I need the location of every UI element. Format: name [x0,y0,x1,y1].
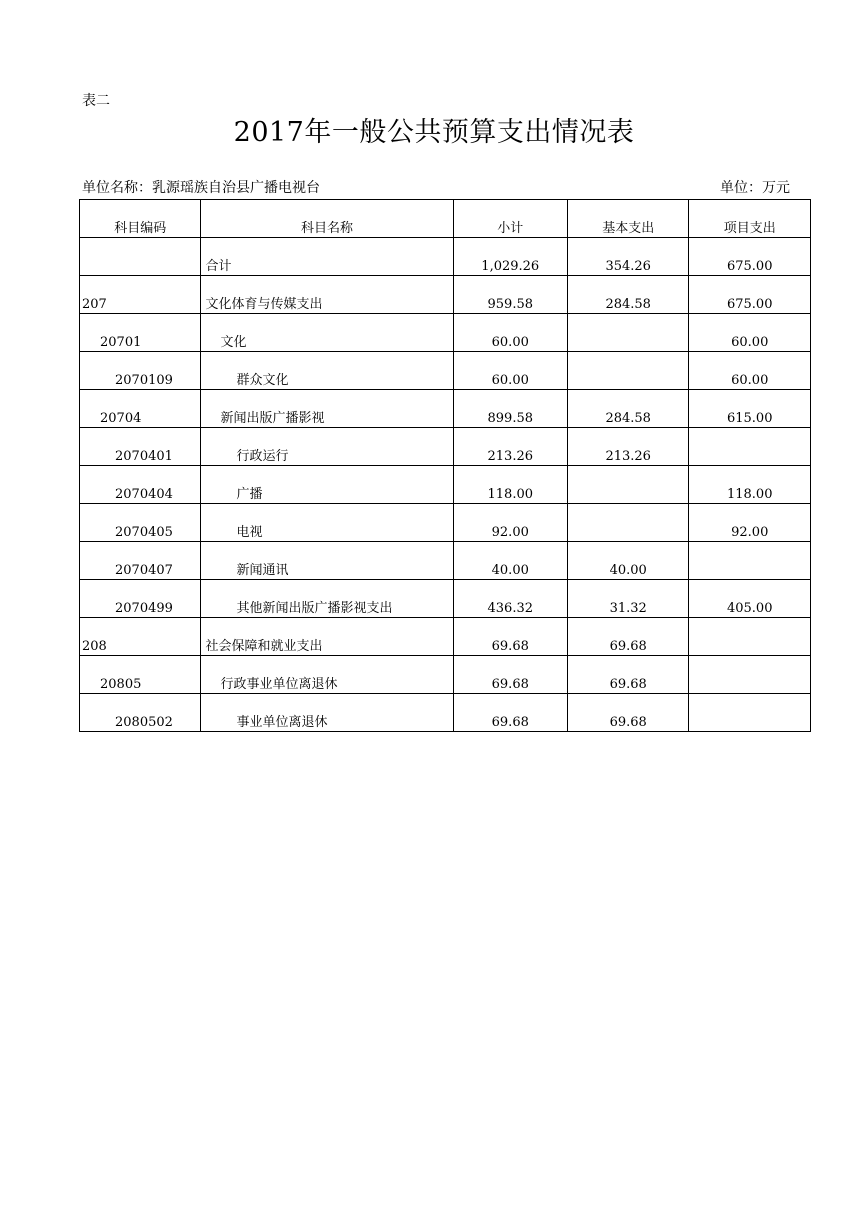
cell-name: 行政事业单位离退休 [201,656,453,694]
cell-name: 合计 [201,238,453,276]
cell-basic [567,352,688,390]
table-row [80,276,811,314]
cell-basic: 354.26 [567,238,688,276]
document-label: 表二 [82,93,110,109]
cell-name: 群众文化 [201,352,453,390]
table-row [80,390,811,428]
cell-code [80,238,201,276]
cell-project: 405.00 [689,580,811,618]
cell-subtotal: 959.58 [453,276,567,314]
cell-name: 广播 [201,466,453,504]
unit-name: 单位名称：乳源瑶族自治县广播电视台 [82,180,320,196]
header-basic: 基本支出 [567,200,688,238]
cell-code: 2070404 [80,466,201,504]
table-row [80,542,811,580]
table-row [80,618,811,656]
cell-code: 20704 [80,390,201,428]
cell-project [689,656,811,694]
cell-code: 2070405 [80,504,201,542]
cell-basic [567,504,688,542]
header-subtotal: 小计 [453,200,567,238]
cell-code: 2070499 [80,580,201,618]
cell-code: 207 [80,276,201,314]
cell-name: 文化体育与传媒支出 [201,276,453,314]
cell-project: 60.00 [689,352,811,390]
cell-name: 社会保障和就业支出 [201,618,453,656]
table-row [80,428,811,466]
cell-subtotal: 92.00 [453,504,567,542]
cell-basic: 213.26 [567,428,688,466]
cell-project: 92.00 [689,504,811,542]
unit-label: 单位：万元 [720,180,790,196]
table-row [80,238,811,276]
header-project: 项目支出 [689,200,811,238]
cell-subtotal: 436.32 [453,580,567,618]
table-row [80,314,811,352]
cell-basic [567,314,688,352]
table-row [80,504,811,542]
cell-basic: 31.32 [567,580,688,618]
cell-project: 675.00 [689,276,811,314]
cell-subtotal: 899.58 [453,390,567,428]
cell-subtotal: 40.00 [453,542,567,580]
header-code: 科目编码 [80,200,201,238]
cell-subtotal: 60.00 [453,352,567,390]
cell-code: 2080502 [80,694,201,732]
budget-table [79,199,811,732]
table-row [80,466,811,504]
cell-name: 其他新闻出版广播影视支出 [201,580,453,618]
cell-project: 118.00 [689,466,811,504]
cell-basic: 284.58 [567,276,688,314]
table-header-row [80,200,811,238]
cell-project [689,428,811,466]
cell-name: 新闻通讯 [201,542,453,580]
cell-code: 2070407 [80,542,201,580]
cell-subtotal: 69.68 [453,694,567,732]
table-row [80,656,811,694]
cell-name: 新闻出版广播影视 [201,390,453,428]
cell-name: 电视 [201,504,453,542]
table-row [80,352,811,390]
cell-basic: 40.00 [567,542,688,580]
cell-project [689,618,811,656]
cell-subtotal: 60.00 [453,314,567,352]
cell-basic: 69.68 [567,656,688,694]
cell-subtotal: 118.00 [453,466,567,504]
cell-basic [567,466,688,504]
cell-project [689,542,811,580]
cell-code: 208 [80,618,201,656]
cell-basic: 284.58 [567,390,688,428]
cell-basic: 69.68 [567,694,688,732]
cell-project: 60.00 [689,314,811,352]
cell-project: 615.00 [689,390,811,428]
cell-name: 事业单位离退休 [201,694,453,732]
header-name: 科目名称 [201,200,453,238]
cell-code: 2070401 [80,428,201,466]
cell-code: 20805 [80,656,201,694]
cell-code: 20701 [80,314,201,352]
page-title: 2017年一般公共预算支出情况表 [233,117,635,148]
cell-code: 2070109 [80,352,201,390]
cell-subtotal: 1,029.26 [453,238,567,276]
table-row [80,580,811,618]
cell-project: 675.00 [689,238,811,276]
cell-subtotal: 69.68 [453,656,567,694]
cell-project [689,694,811,732]
cell-name: 文化 [201,314,453,352]
table-row [80,694,811,732]
cell-subtotal: 213.26 [453,428,567,466]
cell-subtotal: 69.68 [453,618,567,656]
cell-name: 行政运行 [201,428,453,466]
cell-basic: 69.68 [567,618,688,656]
